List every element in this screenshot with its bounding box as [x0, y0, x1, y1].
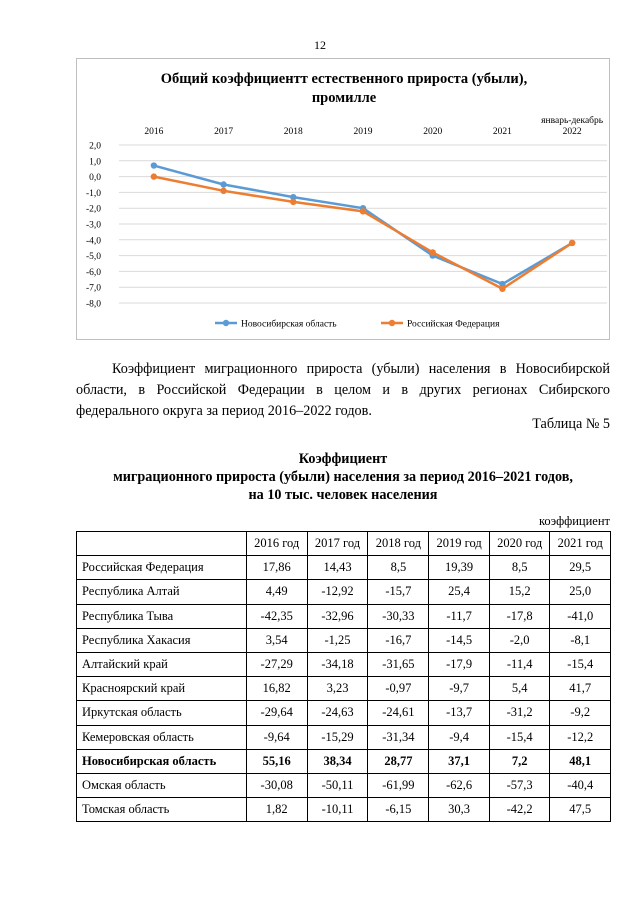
- row-value: -9,7: [429, 677, 490, 701]
- row-region: Томская область: [77, 798, 247, 822]
- row-value: 48,1: [550, 749, 611, 773]
- row-value: -9,2: [550, 701, 611, 725]
- table-row: [77, 725, 611, 749]
- row-region: Алтайский край: [77, 652, 247, 676]
- header-region: [77, 532, 247, 556]
- row-value: 3,54: [246, 628, 307, 652]
- row-value: -17,8: [489, 604, 550, 628]
- row-value: 5,4: [489, 677, 550, 701]
- series-point-1: [290, 199, 296, 205]
- x-tick-label: январь-декабрь: [541, 116, 604, 126]
- x-tick-label: 2022: [562, 127, 582, 137]
- x-tick-label: 2018: [283, 127, 303, 137]
- header-2019: 2019 год: [429, 532, 490, 556]
- chart-title-line: промилле: [311, 90, 377, 106]
- row-value: 8,5: [489, 556, 550, 580]
- row-value: -31,65: [368, 652, 429, 676]
- row-value: -0,97: [368, 677, 429, 701]
- row-value: -14,5: [429, 628, 490, 652]
- row-value: -12,92: [307, 580, 368, 604]
- row-value: -42,35: [246, 604, 307, 628]
- header-2020: 2020 год: [489, 532, 550, 556]
- series-point-0: [151, 162, 157, 168]
- row-value: -61,99: [368, 773, 429, 797]
- row-value: 25,0: [550, 580, 611, 604]
- row-value: 19,39: [429, 556, 490, 580]
- row-value: -27,29: [246, 652, 307, 676]
- header-2021: 2021 год: [550, 532, 611, 556]
- series-point-0: [220, 181, 226, 187]
- series-point-1: [430, 249, 436, 255]
- table-row: [77, 580, 611, 604]
- x-tick-label: 2016: [144, 127, 164, 137]
- y-tick-label: -7,0: [85, 283, 101, 294]
- y-tick-label: -3,0: [85, 220, 101, 231]
- table-title-line1: Коэффициент: [298, 451, 388, 467]
- row-value: 29,5: [550, 556, 611, 580]
- row-value: -30,08: [246, 773, 307, 797]
- row-value: -15,29: [307, 725, 368, 749]
- header-2017: 2017 год: [307, 532, 368, 556]
- legend-label: Российская Федерация: [407, 319, 500, 330]
- row-value: -29,64: [246, 701, 307, 725]
- row-value: -30,33: [368, 604, 429, 628]
- table-row: [77, 556, 611, 580]
- row-region: Красноярский край: [77, 677, 247, 701]
- row-value: -50,11: [307, 773, 368, 797]
- table-row: [77, 628, 611, 652]
- header-2016: 2016 год: [246, 532, 307, 556]
- row-value: 25,4: [429, 580, 490, 604]
- y-tick-label: 2,0: [89, 141, 101, 152]
- row-region: Республика Тыва: [77, 604, 247, 628]
- row-value: -24,61: [368, 701, 429, 725]
- row-value: -16,7: [368, 628, 429, 652]
- series-line-0: [154, 166, 572, 284]
- y-tick-label: -2,0: [85, 204, 101, 215]
- table-row: [77, 677, 611, 701]
- row-value: -15,4: [489, 725, 550, 749]
- row-value: -41,0: [550, 604, 611, 628]
- row-value: 3,23: [307, 677, 368, 701]
- row-value: 15,2: [489, 580, 550, 604]
- row-value: 41,7: [550, 677, 611, 701]
- row-value: -32,96: [307, 604, 368, 628]
- table-row: [77, 798, 611, 822]
- row-value: -13,7: [429, 701, 490, 725]
- chart-title-line: Общий коэффициентт естественного прироста (убыли),: [160, 71, 528, 87]
- row-region: Кемеровская область: [77, 725, 247, 749]
- table-title-line2: миграционного прироста (убыли) населения за период 2016–2021 годов,: [113, 469, 573, 485]
- row-value: 14,43: [307, 556, 368, 580]
- row-value: 17,86: [246, 556, 307, 580]
- table-header-row: [77, 532, 611, 556]
- series-point-1: [499, 286, 505, 292]
- series-point-1: [360, 208, 366, 214]
- row-value: 37,1: [429, 749, 490, 773]
- row-value: -62,6: [429, 773, 490, 797]
- table-unit: коэффициент: [538, 514, 610, 528]
- row-value: -17,9: [429, 652, 490, 676]
- row-value: 47,5: [550, 798, 611, 822]
- row-region: Республика Хакасия: [77, 628, 247, 652]
- table-row-highlighted: [77, 749, 611, 773]
- migration-table: [76, 531, 611, 822]
- natural-growth-chart: [76, 58, 610, 340]
- header-2018: 2018 год: [368, 532, 429, 556]
- row-value: 28,77: [368, 749, 429, 773]
- row-value: -10,11: [307, 798, 368, 822]
- row-value: 4,49: [246, 580, 307, 604]
- row-value: 16,82: [246, 677, 307, 701]
- row-value: 1,82: [246, 798, 307, 822]
- row-value: 30,3: [429, 798, 490, 822]
- row-value: -1,25: [307, 628, 368, 652]
- row-region: Республика Алтай: [77, 580, 247, 604]
- row-value: -31,34: [368, 725, 429, 749]
- row-value: -9,64: [246, 725, 307, 749]
- row-region: Российская Федерация: [77, 556, 247, 580]
- row-region: Иркутская область: [77, 701, 247, 725]
- y-tick-label: -8,0: [85, 299, 101, 310]
- y-tick-label: 0,0: [89, 173, 101, 184]
- table-title-line3: на 10 тыс. человек населения: [248, 487, 438, 503]
- row-value: -34,18: [307, 652, 368, 676]
- x-tick-label: 2017: [214, 127, 234, 137]
- series-point-1: [151, 173, 157, 179]
- row-value: -11,7: [429, 604, 490, 628]
- legend-marker-1: [389, 320, 395, 326]
- y-tick-label: -6,0: [85, 267, 101, 278]
- y-tick-label: -5,0: [85, 252, 101, 263]
- page-number: 12: [314, 38, 326, 52]
- y-tick-label: 1,0: [89, 157, 101, 168]
- x-tick-label: 2021: [492, 127, 512, 137]
- table-row: [77, 773, 611, 797]
- table-row: [77, 701, 611, 725]
- row-value: 8,5: [368, 556, 429, 580]
- row-value: -8,1: [550, 628, 611, 652]
- y-tick-label: -1,0: [85, 188, 101, 199]
- y-tick-label: -4,0: [85, 236, 101, 247]
- table-number: Таблица № 5: [532, 416, 610, 432]
- table-title: [76, 450, 610, 504]
- row-value: 38,34: [307, 749, 368, 773]
- row-value: -57,3: [489, 773, 550, 797]
- row-value: -12,2: [550, 725, 611, 749]
- row-value: -2,0: [489, 628, 550, 652]
- row-value: -24,63: [307, 701, 368, 725]
- row-value: -6,15: [368, 798, 429, 822]
- row-region: Новосибирская область: [77, 749, 247, 773]
- migration-paragraph: Коэффициент миграционного прироста (убыли) населения в Новосибирской области, в Российской Федерации в целом и в других регионах Сибирского федерального округа за период 2016–2022 годов.: [76, 361, 610, 419]
- x-tick-label: 2020: [423, 127, 443, 137]
- legend-marker-0: [223, 320, 229, 326]
- legend-label: Новосибирская область: [241, 319, 337, 330]
- x-tick-label: 2019: [353, 127, 373, 137]
- row-value: -40,4: [550, 773, 611, 797]
- series-point-1: [220, 188, 226, 194]
- chart-svg: [77, 59, 611, 341]
- row-value: -15,7: [368, 580, 429, 604]
- row-value: -15,4: [550, 652, 611, 676]
- row-value: 7,2: [489, 749, 550, 773]
- row-value: -9,4: [429, 725, 490, 749]
- row-value: -42,2: [489, 798, 550, 822]
- table-row: [77, 604, 611, 628]
- table-row: [77, 652, 611, 676]
- series-point-1: [569, 240, 575, 246]
- row-value: 55,16: [246, 749, 307, 773]
- series-line-1: [154, 177, 572, 289]
- row-region: Омская область: [77, 773, 247, 797]
- row-value: -31,2: [489, 701, 550, 725]
- row-value: -11,4: [489, 652, 550, 676]
